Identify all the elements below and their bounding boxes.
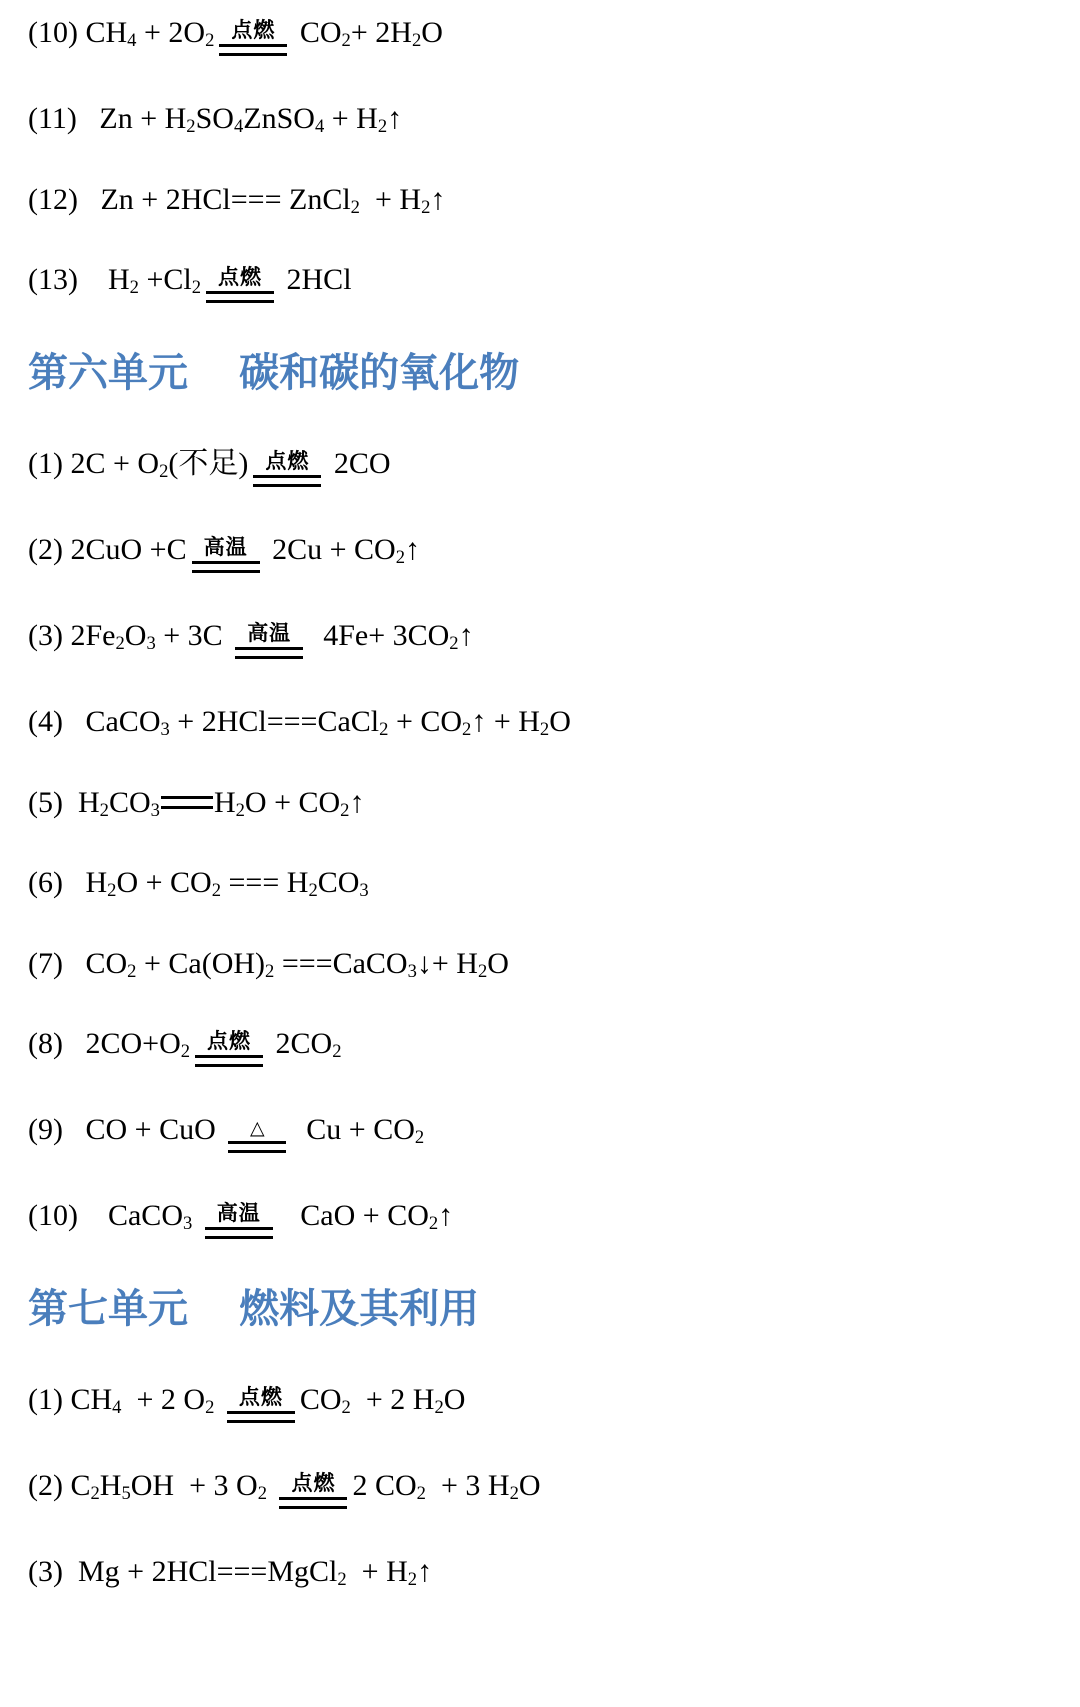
equation-body: 2Fe2O3 + 3C 高温 4Fe+ 3CO2↑ (63, 619, 474, 652)
condition-equals-sign (192, 537, 260, 573)
subscript: 2 (308, 880, 318, 902)
equation-row (28, 786, 1062, 821)
reaction-condition-label: △ (249, 1117, 265, 1139)
equation-row (28, 263, 1062, 303)
subscript: 2 (340, 799, 350, 821)
subscript: 2 (115, 633, 125, 655)
subscript: 2 (428, 1213, 439, 1235)
condition-equals-sign (205, 1203, 273, 1239)
subscript: 4 (314, 116, 325, 138)
equation-number: (13) (28, 263, 78, 296)
equation-row (28, 1555, 1062, 1590)
equation-row (28, 705, 1062, 740)
subscript: 2 (265, 960, 275, 982)
equation-body: Mg + 2HCl===MgCl2 + H2↑ (62, 1555, 433, 1591)
condition-equals-sign (228, 1119, 286, 1153)
condition-equals-sign (253, 451, 321, 487)
reaction-condition-label: 高温 (203, 535, 248, 559)
equation-body: CH4 + 2O2 点燃 CO2+ 2H2O (78, 16, 443, 49)
equation-row (28, 1113, 1062, 1153)
equation-row (28, 102, 1062, 137)
reaction-condition-label: 点燃 (291, 1471, 336, 1495)
equation-body: CO2 + Ca(OH)2 ===CaCO3↓+ H2O (62, 946, 509, 982)
double-line (206, 291, 274, 303)
subscript: 3 (150, 799, 160, 821)
equation-number: (5) (28, 785, 63, 819)
subscript: 2 (205, 1397, 215, 1419)
equation-number: (1) (28, 447, 63, 480)
subscript: 2 (341, 30, 351, 52)
equation-row (28, 16, 1062, 56)
reaction-condition-label: 点燃 (265, 449, 310, 473)
double-line (235, 647, 303, 659)
equation-number: (6) (28, 866, 63, 899)
subscript: 2 (449, 633, 459, 655)
equation-row (28, 447, 1062, 487)
equation-body: CH4 + 2 O2 点燃 CO2 + 2 H2O (63, 1383, 465, 1416)
condition-equals-sign (206, 267, 274, 303)
subscript: 2 (407, 1569, 418, 1591)
equation-row (28, 183, 1062, 218)
reaction-condition-label: 点燃 (218, 265, 263, 289)
equation-row (28, 619, 1062, 659)
equation-body: 2C + O2(不足) 点燃 2CO (63, 447, 391, 480)
subscript: 2 (377, 116, 388, 138)
subscript: 2 (462, 719, 472, 741)
subscript: 2 (434, 1397, 444, 1419)
equation-row (28, 1383, 1062, 1423)
equation-number: (10) (28, 1199, 78, 1232)
subscript: 2 (337, 1569, 347, 1591)
subscript: 3 (146, 633, 156, 655)
equation-number: (3) (28, 1555, 63, 1588)
subscript: 2 (332, 1041, 342, 1063)
equation-row (28, 1027, 1062, 1067)
subscript: 2 (235, 799, 245, 821)
subscript: 2 (90, 1483, 100, 1505)
reaction-condition-label: 点燃 (231, 18, 276, 42)
equation-body: H2 +Cl2 点燃 2HCl (78, 263, 352, 296)
equation-number: (1) (28, 1383, 63, 1416)
subscript: 5 (121, 1483, 131, 1505)
double-line (205, 1227, 273, 1239)
equation-number: (3) (28, 619, 63, 652)
equation-row (28, 1469, 1062, 1509)
document-content (28, 16, 1062, 1590)
equation-number: (2) (28, 533, 63, 566)
subscript: 2 (416, 1483, 426, 1505)
subscript: 2 (180, 1041, 191, 1063)
subscript: 3 (407, 960, 417, 982)
subscript: 2 (539, 719, 550, 741)
equation-body: H2CO3 H2O + CO2↑ (62, 785, 365, 821)
reaction-condition-label: 高温 (216, 1201, 261, 1225)
equation-number: (8) (28, 1027, 63, 1060)
subscript: 2 (191, 277, 202, 299)
subscript: 4 (112, 1397, 122, 1419)
equation-body: Zn + 2HCl=== ZnCl2 + H2↑ (77, 182, 446, 218)
subscript: 2 (205, 30, 215, 52)
equation-body: CaCO3 + 2HCl===CaCl2 + CO2↑ + H2O (62, 705, 571, 741)
reaction-condition-label: 点燃 (207, 1029, 252, 1053)
condition-equals-sign (195, 1031, 263, 1067)
subscript: 4 (127, 30, 137, 52)
equation-number: (4) (28, 705, 63, 738)
subscript: 3 (359, 880, 369, 902)
double-line (279, 1497, 347, 1509)
subscript: 2 (211, 880, 222, 902)
condition-equals-sign (279, 1473, 347, 1509)
equation-row (28, 947, 1062, 982)
reaction-condition-label: 点燃 (238, 1385, 283, 1409)
subscript: 3 (182, 1213, 193, 1235)
equation-number: (11) (28, 102, 77, 135)
subscript: 2 (411, 30, 422, 52)
equation-row (28, 1199, 1062, 1239)
equation-number: (12) (28, 182, 78, 216)
subscript: 2 (379, 719, 389, 741)
equation-row (28, 533, 1062, 573)
double-equals-sign (161, 796, 213, 809)
subscript: 2 (99, 799, 109, 821)
subscript: 2 (477, 960, 488, 982)
subscript: 2 (127, 960, 137, 982)
section-heading: 第六单元 碳和碳的氧化物 (28, 351, 520, 395)
subscript: 3 (160, 719, 170, 741)
subscript: 2 (421, 196, 431, 218)
equation-body: 2CO+O2 点燃 2CO2 (63, 1027, 342, 1060)
subscript: 2 (509, 1483, 519, 1505)
equation-number: (10) (28, 16, 78, 49)
equation-number: (9) (28, 1113, 63, 1146)
subscript: 2 (414, 1127, 425, 1149)
condition-equals-sign (219, 20, 287, 56)
subscript: 2 (341, 1397, 351, 1419)
double-line (228, 1141, 286, 1153)
double-line (253, 475, 321, 487)
equation-body: 2CuO +C 高温 2Cu + CO2↑ (63, 533, 420, 566)
equation-body: CaCO3 高温 CaO + CO2↑ (78, 1199, 453, 1232)
subscript: 2 (107, 880, 117, 902)
subscript: 2 (129, 277, 139, 299)
double-line (219, 44, 287, 56)
equation-number: (2) (28, 1469, 63, 1502)
subscript: 4 (233, 116, 244, 138)
condition-equals-sign (227, 1387, 295, 1423)
condition-equals-sign (235, 623, 303, 659)
equation-body: CO + CuO △ Cu + CO2 (63, 1113, 424, 1146)
subscript: 2 (186, 116, 196, 138)
section-heading: 第七单元 燃料及其利用 (28, 1287, 480, 1331)
subscript: 2 (395, 547, 405, 569)
double-line (195, 1055, 263, 1067)
reaction-condition-label: 高温 (247, 621, 292, 645)
subscript: 2 (257, 1483, 267, 1505)
equation-body: C2H5OH + 3 O2 点燃 2 CO2 + 3 H2O (63, 1469, 541, 1502)
equation-row (28, 866, 1062, 901)
equation-number: (7) (28, 946, 63, 980)
double-line (192, 561, 260, 573)
equation-body: Zn + H2SO4ZnSO4 + H2↑ (76, 102, 403, 138)
subscript: 2 (159, 461, 169, 483)
double-line (227, 1411, 295, 1423)
subscript: 2 (350, 196, 360, 218)
equation-body: H2O + CO2 === H2CO3 (62, 866, 369, 902)
